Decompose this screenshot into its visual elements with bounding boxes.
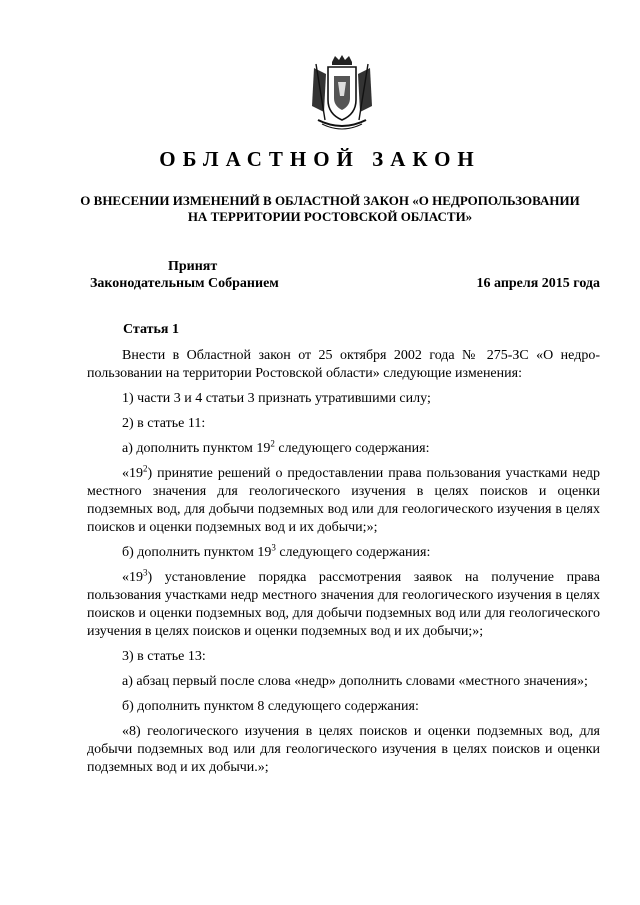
- paragraph: [87, 544, 600, 562]
- paragraph: [87, 465, 600, 537]
- coat-of-arms-icon: [308, 54, 376, 132]
- paragraph: 1) части 3 и 4 статьи 3 признать утратившими силу;: [122, 391, 431, 406]
- superscript: 3: [271, 542, 276, 553]
- paragraph: Внести в Областной закон от 25 октября 2002 года № 275-ЗС «О недропользовании на территории Ростовской области» следующие изменения:: [87, 348, 600, 381]
- text-fragment: а) дополнить пунктом 19: [122, 441, 271, 456]
- law-subtitle: [60, 193, 600, 225]
- text-fragment: «19: [122, 466, 143, 481]
- law-subtitle-line-2: НА ТЕРРИТОРИИ РОСТОВСКОЙ ОБЛАСТИ»: [187, 209, 473, 224]
- text-fragment: ) принятие решений о предоставлении права пользования участками недр местного значения для геологического изучения в целях поисков и оценки подземных вод, для добычи подземных вод или для геологического изучения в целях поисков и оценки подземных вод и их добычи;»;: [87, 466, 600, 535]
- paragraph: б) дополнить пунктом 8 следующего содержания:: [122, 699, 419, 714]
- paragraph: 3) в статье 13:: [122, 649, 206, 664]
- text-fragment: «19: [122, 570, 143, 585]
- paragraph: а) абзац первый после слова «недр» дополнить словами «местного значения»;: [122, 674, 588, 689]
- law-title: ОБЛАСТНОЙ ЗАКОН: [159, 147, 481, 171]
- paragraph: 2) в статье 11:: [122, 416, 206, 431]
- paragraph: «8) геологического изучения в целях поисков и оценки подземных вод, для добычи подземных вод или для геологического изучения в целях поисков и оценки подземных вод и их добычи.»;: [87, 724, 600, 775]
- adopted-label: Принят: [168, 259, 218, 274]
- adopted-body: Законодательным Собранием: [90, 276, 279, 291]
- paragraph: [87, 569, 600, 641]
- text-fragment: б) дополнить пунктом 19: [122, 545, 272, 560]
- text-fragment: следующего содержания:: [274, 441, 430, 456]
- adopted-date: 16 апреля 2015 года: [476, 276, 600, 291]
- superscript: 2: [270, 438, 275, 449]
- article-title: Статья 1: [123, 322, 179, 337]
- text-fragment: ) установление порядка рассмотрения заявок на получение права пользования участками недр местного значения для геологического изучения в целях поисков и оценки подземных вод, для добычи подземных вод или для геологического изучения в целях поисков и оценки подземных вод и их добычи;»;: [87, 570, 600, 639]
- superscript: 3: [143, 567, 148, 578]
- superscript: 2: [143, 463, 148, 474]
- adopted-by-block: [90, 258, 279, 292]
- text-fragment: следующего содержания:: [275, 545, 431, 560]
- paragraph: [87, 440, 600, 458]
- article-body: [87, 347, 600, 784]
- law-subtitle-line-1: О ВНЕСЕНИИ ИЗМЕНЕНИЙ В ОБЛАСТНОЙ ЗАКОН «О НЕДРОПОЛЬЗОВАНИИ: [80, 193, 580, 208]
